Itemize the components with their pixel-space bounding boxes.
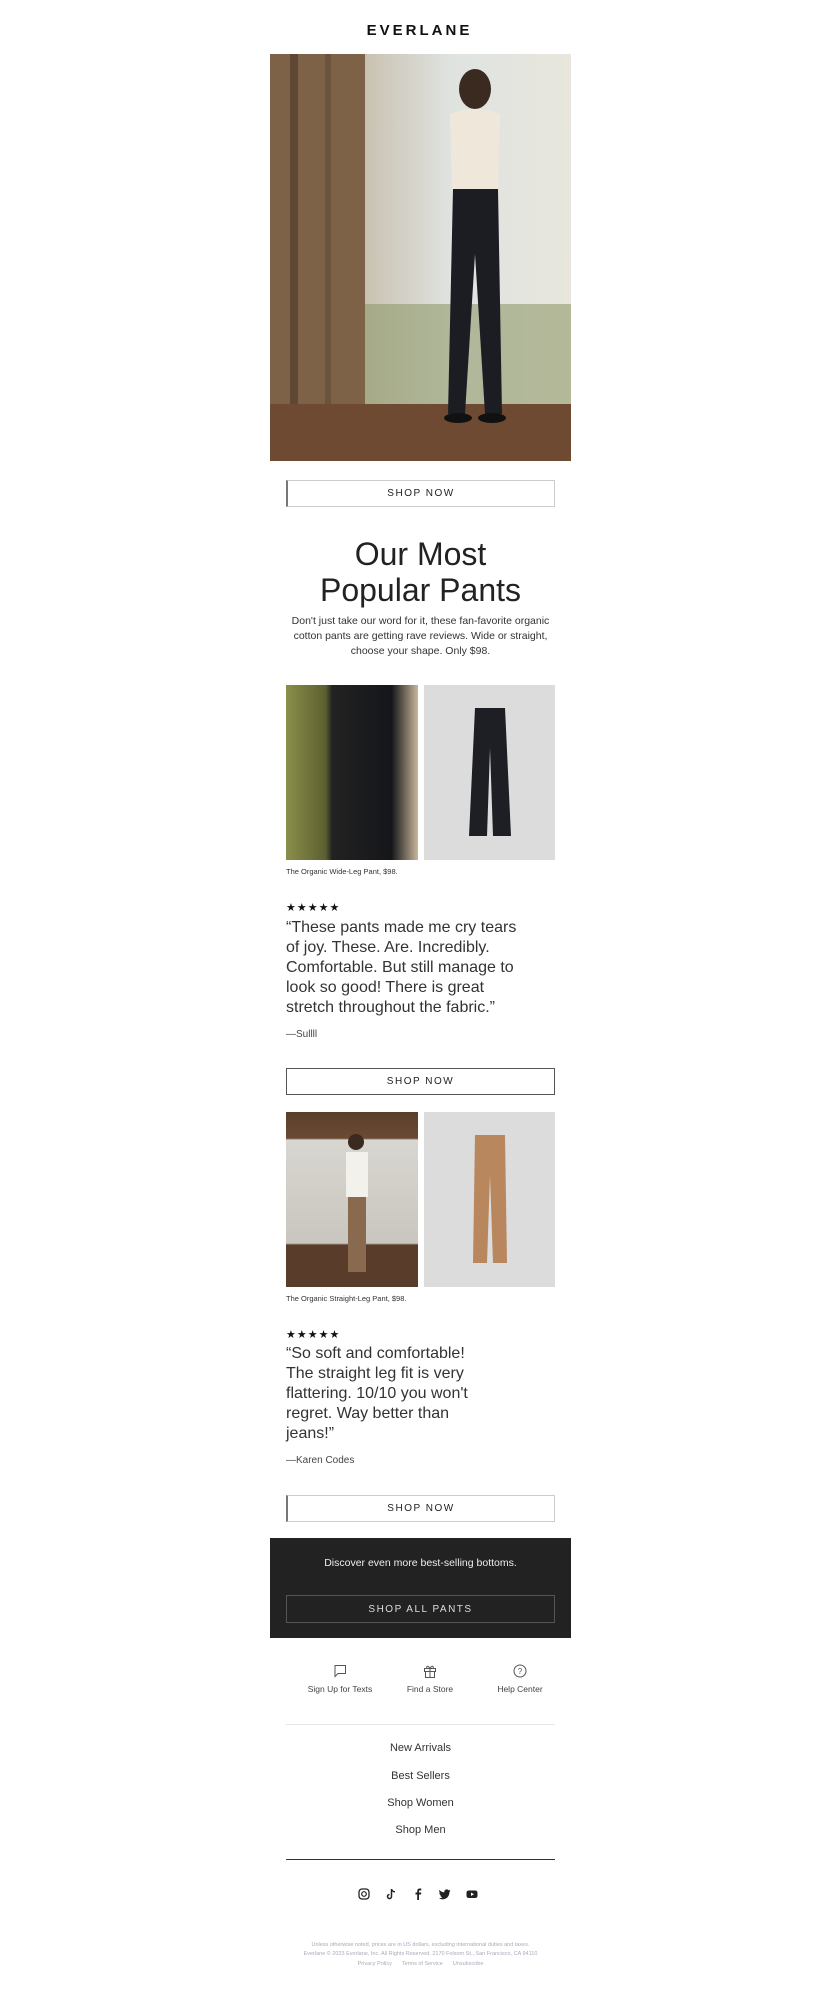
product-caption: The Organic Straight-Leg Pant, $98. (286, 1294, 407, 1303)
straight-leg-shop-now-button[interactable]: SHOP NOW (286, 1495, 555, 1522)
review-author: —Sullll (286, 1029, 318, 1040)
wide-leg-shop-now-button[interactable]: SHOP NOW (286, 1068, 555, 1095)
find-store-link[interactable] (385, 1664, 475, 1694)
help-icon (513, 1664, 527, 1678)
product-caption: The Organic Wide-Leg Pant, $98. (286, 867, 398, 876)
nav-shop-women[interactable]: Shop Women (387, 1797, 454, 1809)
twitter-icon[interactable] (439, 1888, 451, 1900)
rating-stars: ★★★★★ (286, 902, 341, 914)
nav-best-sellers[interactable]: Best Sellers (391, 1770, 450, 1782)
chat-icon (333, 1664, 347, 1678)
copyright: Everlane © 2023 Everlane, Inc. All Rights Reserved. 2170 Folsom St., San Francisco, CA 94110 (303, 1951, 538, 1957)
promo-text: Discover even more best-selling bottoms. (324, 1557, 517, 1569)
footer-icon-links (295, 1664, 565, 1694)
gift-icon (423, 1664, 437, 1678)
sign-up-texts-label: Sign Up for Texts (307, 1684, 373, 1694)
legal-links (270, 1960, 571, 1969)
promo-banner (270, 1538, 571, 1638)
section-title: Our Most Popular Pants (319, 536, 521, 608)
brand-logo[interactable]: EVERLANE (366, 22, 473, 39)
privacy-policy-link[interactable]: Privacy Policy (357, 1961, 392, 1967)
unsubscribe-link[interactable]: Unsubscribe (452, 1961, 484, 1967)
tiktok-icon[interactable] (385, 1888, 397, 1900)
social-links (358, 1888, 478, 1900)
divider (286, 1859, 555, 1860)
wide-leg-lifestyle-image[interactable] (286, 685, 418, 860)
pricing-note: Unless otherwise noted, prices are in US dollars, excluding international duties and taxes. (311, 1942, 530, 1948)
find-store-label: Find a Store (406, 1684, 454, 1694)
wide-leg-product-image[interactable] (424, 685, 555, 860)
help-center-link[interactable] (475, 1664, 565, 1694)
fine-print (270, 1941, 571, 1959)
straight-leg-product-image[interactable] (424, 1112, 555, 1287)
help-center-label: Help Center (497, 1684, 543, 1694)
shop-all-pants-button[interactable]: SHOP ALL PANTS (286, 1595, 555, 1623)
hero-image[interactable] (270, 54, 571, 461)
nav-shop-men[interactable]: Shop Men (395, 1824, 446, 1836)
hero-shop-now-button[interactable]: SHOP NOW (286, 480, 555, 507)
terms-of-service-link[interactable]: Terms of Service (401, 1961, 443, 1967)
review-quote: “So soft and comfortable! The straight leg fit is very flattering. 10/10 you won't regret. Way better than jeans!” (286, 1345, 468, 1442)
sign-up-texts-link[interactable] (295, 1664, 385, 1694)
rating-stars: ★★★★★ (286, 1329, 341, 1341)
section-intro: Don't just take our word for it, these fan-favorite organic cotton pants are getting rave reviews. Wide or straight, choose your shape. Only $98. (291, 615, 550, 657)
youtube-icon[interactable] (466, 1888, 478, 1900)
svg-text:?: ? (517, 1667, 523, 1676)
instagram-icon[interactable] (358, 1888, 370, 1900)
straight-leg-lifestyle-image[interactable] (286, 1112, 418, 1287)
review-quote: “These pants made me cry tears of joy. These. Are. Incredibly. Comfortable. But still manage to look so good! There is great stretch throughout the fabric.” (286, 919, 517, 1016)
review-author: —Karen Codes (286, 1455, 355, 1466)
divider (286, 1724, 555, 1725)
nav-new-arrivals[interactable]: New Arrivals (389, 1742, 452, 1754)
facebook-icon[interactable] (412, 1888, 424, 1900)
